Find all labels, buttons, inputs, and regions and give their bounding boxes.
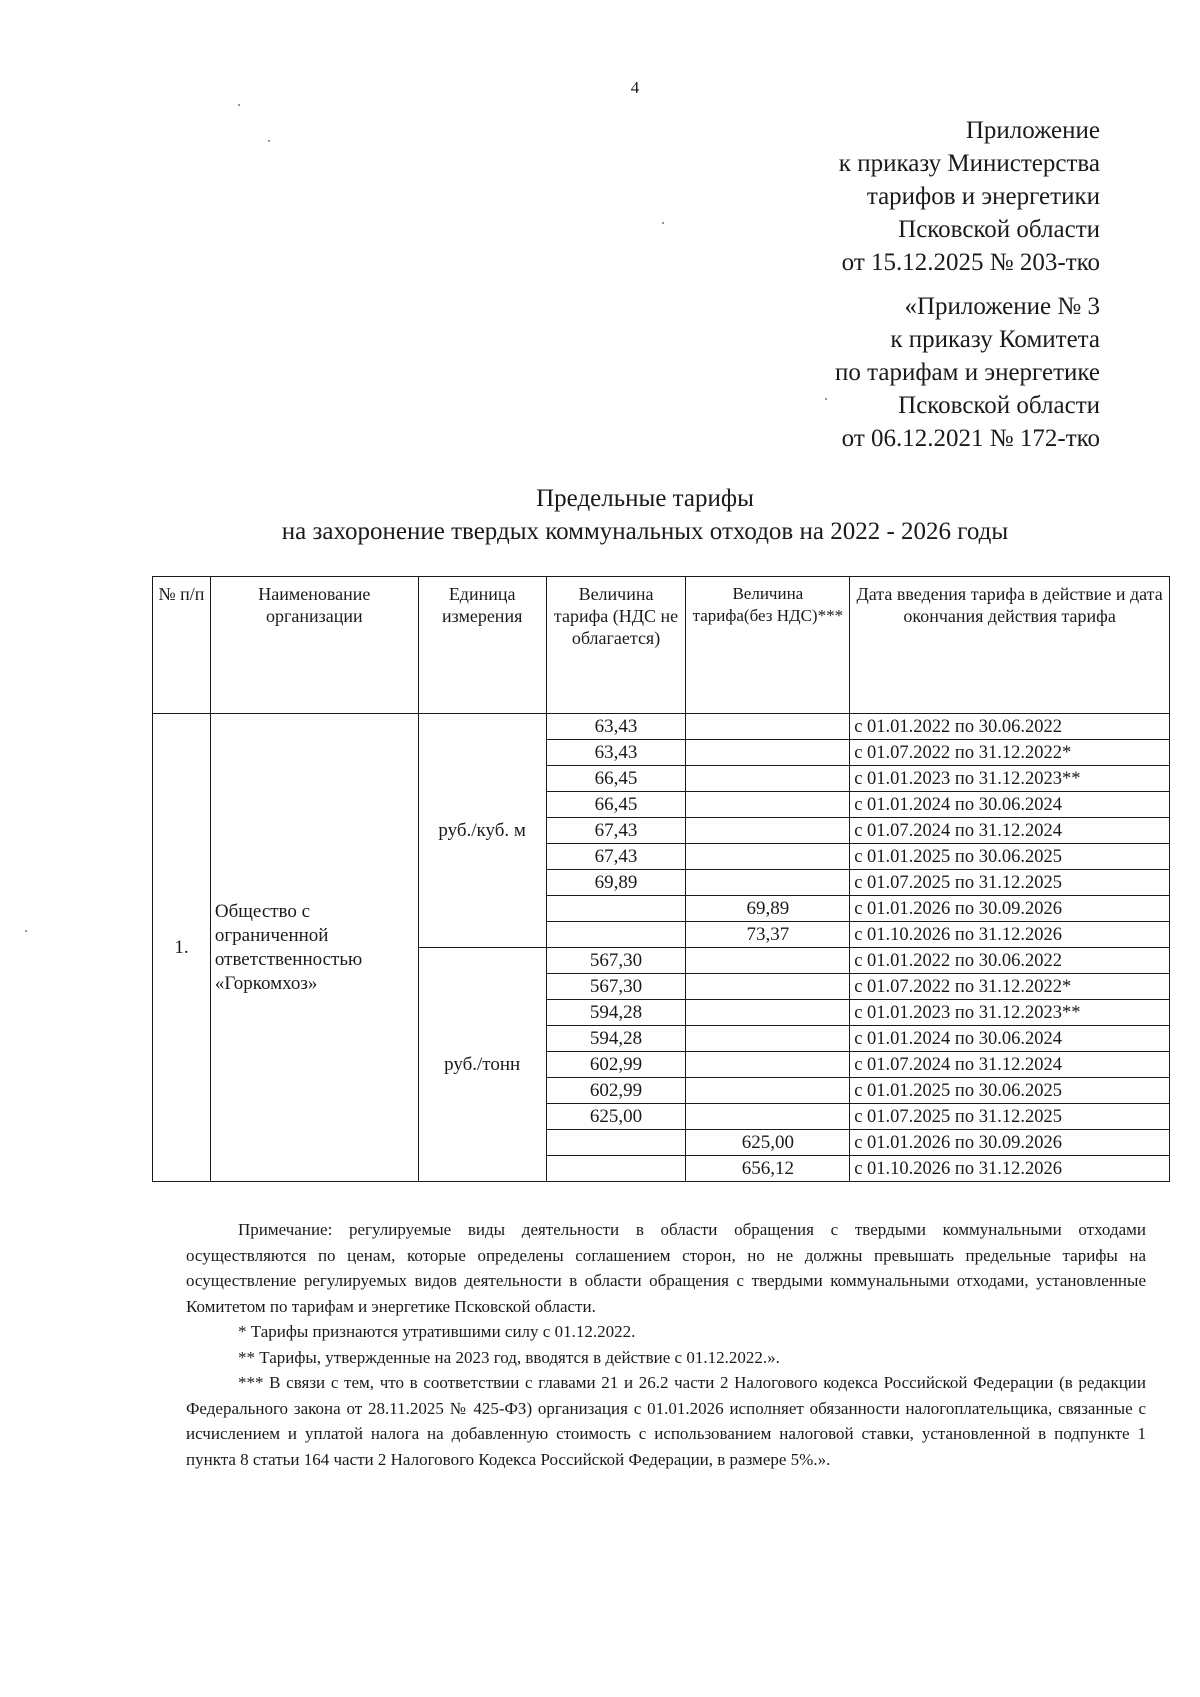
period-cell: с 01.01.2025 по 30.06.2025 — [850, 1078, 1170, 1104]
tariff-novat-cell: 625,00 — [546, 1104, 686, 1130]
tariff-novat-cell — [546, 1130, 686, 1156]
organization-name: Общество с ограниченной ответственностью «Горкомхоз» — [210, 714, 418, 1182]
scan-speck — [662, 222, 664, 224]
note-star-1: * Тарифы признаются утратившими силу с 01.12.2022. — [238, 1322, 636, 1341]
scan-speck — [268, 140, 270, 142]
tariff-novat-cell: 67,43 — [546, 844, 686, 870]
tariff-novat-cell: 63,43 — [546, 714, 686, 740]
period-cell: с 01.01.2023 по 31.12.2023** — [850, 1000, 1170, 1026]
unit-cell: руб./куб. м — [418, 714, 546, 948]
table-row — [153, 714, 1170, 740]
scan-speck — [825, 398, 827, 400]
period-cell: с 01.01.2025 по 30.06.2025 — [850, 844, 1170, 870]
header-tariff-novat: Величина тарифа (НДС не облагается) — [546, 577, 686, 714]
tariff-novat-cell: 602,99 — [546, 1052, 686, 1078]
tariff-exvat-cell — [686, 1104, 850, 1130]
tariff-novat-cell: 594,28 — [546, 1000, 686, 1026]
appendix-line: Приложение — [965, 117, 1100, 144]
tariff-novat-cell: 567,30 — [546, 974, 686, 1000]
page-number: 4 — [630, 78, 640, 97]
period-cell: с 01.07.2022 по 31.12.2022* — [850, 740, 1170, 766]
document-title — [0, 482, 1200, 548]
appendix-line: Псковской области — [898, 216, 1100, 243]
tariff-novat-cell: 66,45 — [546, 766, 686, 792]
tariff-exvat-cell — [686, 1052, 850, 1078]
tariff-exvat-cell: 69,89 — [686, 896, 850, 922]
tariff-exvat-cell — [686, 740, 850, 766]
tariff-novat-cell — [546, 1156, 686, 1182]
appendix-line: к приказу Комитета — [890, 326, 1100, 353]
title-line-2: на захоронение твердых коммунальных отходов на 2022 - 2026 годы — [281, 518, 1009, 545]
tariff-novat-cell: 602,99 — [546, 1078, 686, 1104]
table-header-row — [153, 577, 1170, 714]
appendix-line: от 15.12.2025 № 203-тко — [841, 249, 1100, 276]
header-unit: Единица измерения — [418, 577, 546, 714]
tariff-exvat-cell — [686, 1078, 850, 1104]
period-cell: с 01.01.2026 по 30.09.2026 — [850, 896, 1170, 922]
header-tariff-exvat: Величина тарифа(без НДС)*** — [686, 577, 850, 714]
appendix-line: тарифов и энергетики — [866, 183, 1100, 210]
tariff-novat-cell: 69,89 — [546, 870, 686, 896]
period-cell: с 01.01.2024 по 30.06.2024 — [850, 792, 1170, 818]
period-cell: с 01.01.2023 по 31.12.2023** — [850, 766, 1170, 792]
title-line-1: Предельные тарифы — [536, 485, 754, 512]
period-cell: с 01.01.2024 по 30.06.2024 — [850, 1026, 1170, 1052]
tariff-novat-cell: 567,30 — [546, 948, 686, 974]
tariff-exvat-cell — [686, 948, 850, 974]
tariff-exvat-cell — [686, 1026, 850, 1052]
period-cell: с 01.01.2022 по 30.06.2022 — [850, 948, 1170, 974]
tariff-exvat-cell — [686, 818, 850, 844]
appendix-line: от 06.12.2021 № 172-тко — [841, 425, 1100, 452]
period-cell: с 01.01.2022 по 30.06.2022 — [850, 714, 1170, 740]
period-cell: с 01.01.2026 по 30.09.2026 — [850, 1130, 1170, 1156]
period-cell: с 01.07.2024 по 31.12.2024 — [850, 818, 1170, 844]
tariff-exvat-cell — [686, 766, 850, 792]
tariff-novat-cell: 594,28 — [546, 1026, 686, 1052]
appendix-header — [839, 114, 1100, 279]
period-cell: с 01.07.2025 по 31.12.2025 — [850, 870, 1170, 896]
tariffs-table — [152, 576, 1170, 1182]
tariff-exvat-cell — [686, 792, 850, 818]
unit-cell: руб./тонн — [418, 948, 546, 1182]
scan-speck — [25, 930, 27, 932]
period-cell: с 01.07.2024 по 31.12.2024 — [850, 1052, 1170, 1078]
tariff-novat-cell: 67,43 — [546, 818, 686, 844]
note-main: Примечание: регулируемые виды деятельности в области обращения с твердыми коммунальными отходами осуществляются по ценам, которые определены соглашением сторон, но не должны превышать предельные тарифы на осуществление регулируемых видов деятельности в области обращения с твердыми коммунальными отходами, установленные Комитетом по тарифам и энергетике Псковской области. — [186, 1220, 1146, 1316]
tariff-exvat-cell — [686, 714, 850, 740]
appendix-line: по тарифам и энергетике — [835, 359, 1100, 386]
tariff-exvat-cell: 625,00 — [686, 1130, 850, 1156]
tariff-novat-cell — [546, 896, 686, 922]
header-org: Наименование организации — [210, 577, 418, 714]
appendix-line: к приказу Министерства — [838, 150, 1100, 177]
period-cell: с 01.10.2026 по 31.12.2026 — [850, 922, 1170, 948]
notes-section — [186, 1217, 1146, 1472]
tariff-exvat-cell — [686, 974, 850, 1000]
row-number: 1. — [153, 714, 211, 1182]
period-cell: с 01.10.2026 по 31.12.2026 — [850, 1156, 1170, 1182]
period-cell: с 01.07.2022 по 31.12.2022* — [850, 974, 1170, 1000]
tariff-exvat-cell: 73,37 — [686, 922, 850, 948]
tariff-exvat-cell — [686, 844, 850, 870]
scan-speck — [238, 104, 240, 106]
note-star-3: *** В связи с тем, что в соответствии с главами 21 и 26.2 части 2 Налогового кодекса Российской Федерации (в редакции Федерального закона от 28.11.2025 № 425-ФЗ) организация с 01.01.2026 исполняет обязанности налогоплательщика, связанные с исчислением и уплатой налога на добавленную стоимость с использованием налоговой ставки, установленной в подпункте 1 пункта 8 статьи 164 части 2 Налогового Кодекса Российской Федерации, в размере 5%.». — [186, 1373, 1146, 1469]
appendix-original — [835, 290, 1100, 455]
period-cell: с 01.07.2025 по 31.12.2025 — [850, 1104, 1170, 1130]
tariff-novat-cell: 66,45 — [546, 792, 686, 818]
header-num: № п/п — [153, 577, 211, 714]
tariff-exvat-cell — [686, 1000, 850, 1026]
appendix-line: Псковской области — [898, 392, 1100, 419]
tariff-novat-cell — [546, 922, 686, 948]
note-star-2: ** Тарифы, утвержденные на 2023 год, вводятся в действие с 01.12.2022.». — [238, 1347, 780, 1367]
tariff-exvat-cell: 656,12 — [686, 1156, 850, 1182]
appendix-line: «Приложение № 3 — [904, 293, 1100, 320]
tariff-novat-cell: 63,43 — [546, 740, 686, 766]
tariff-exvat-cell — [686, 870, 850, 896]
header-dates: Дата введения тарифа в действие и дата окончания действия тарифа — [850, 577, 1170, 714]
